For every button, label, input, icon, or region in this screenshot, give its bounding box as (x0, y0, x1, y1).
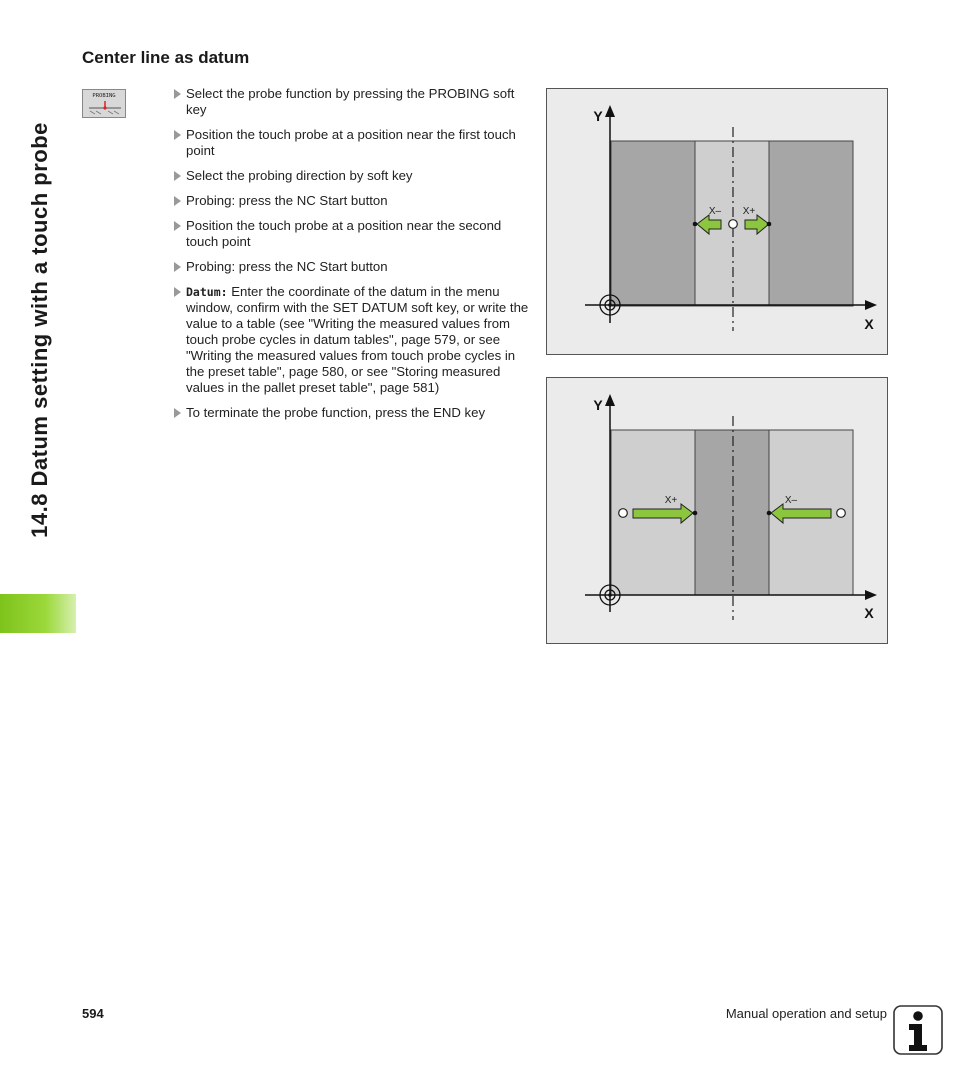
step-item: Select the probe function by pressing the PROBING soft key (172, 86, 530, 118)
probe-symbol-icon (87, 101, 123, 115)
bullet-triangle-icon (174, 408, 181, 418)
step-item: Position the touch probe at a position near the first touch point (172, 127, 530, 159)
page-number: 594 (82, 1006, 104, 1021)
axis-y-label: Y (593, 108, 603, 124)
step-item: Position the touch probe at a position near the second touch point (172, 218, 530, 250)
axis-x-label: X (864, 605, 874, 621)
bullet-triangle-icon (174, 171, 181, 181)
section-heading: Center line as datum (82, 48, 250, 67)
bullet-triangle-icon (174, 89, 181, 99)
label-x-minus: X– (708, 206, 722, 217)
bullet-triangle-icon (174, 287, 181, 297)
diagram-center-line-inner (547, 89, 887, 354)
figure-outer-probing (546, 377, 888, 644)
probing-softkey-icon (82, 89, 126, 118)
info-icon (893, 1005, 943, 1055)
softkey-label: PROBING (92, 93, 116, 99)
step-item: To terminate the probe function, press the END key (172, 405, 530, 421)
bullet-triangle-icon (174, 221, 181, 231)
side-title: 14.8 Datum setting with a touch probe (27, 122, 52, 538)
bullet-triangle-icon (174, 262, 181, 272)
label-x-plus: X+ (742, 206, 756, 217)
label-x-plus: X+ (664, 495, 678, 506)
step-item: Select the probing direction by soft key (172, 168, 530, 184)
step-item: Probing: press the NC Start button (172, 193, 530, 209)
footer-section: Manual operation and setup (725, 1006, 887, 1021)
procedure-steps (172, 86, 530, 430)
chapter-tab (0, 594, 76, 633)
axis-x-label: X (864, 316, 874, 332)
bullet-triangle-icon (174, 130, 181, 140)
datum-keyword: Datum: (186, 285, 228, 299)
axis-y-label: Y (593, 397, 603, 413)
step-item: Datum: Enter the coordinate of the datum in the menu window, confirm with the SET DATUM soft key, or write the value to a table (see "Writing the measured values from touch probe cycles in datum tables", page 579, or see "Writing the measured values from touch probe cycles in the preset table", page 580, or see "Storing measured values in the pallet preset table", page 581) (172, 284, 530, 396)
step-item: Probing: press the NC Start button (172, 259, 530, 275)
diagram-center-line-outer (547, 378, 887, 643)
label-x-minus: X– (784, 495, 798, 506)
figure-center-probing (546, 88, 888, 355)
bullet-triangle-icon (174, 196, 181, 206)
